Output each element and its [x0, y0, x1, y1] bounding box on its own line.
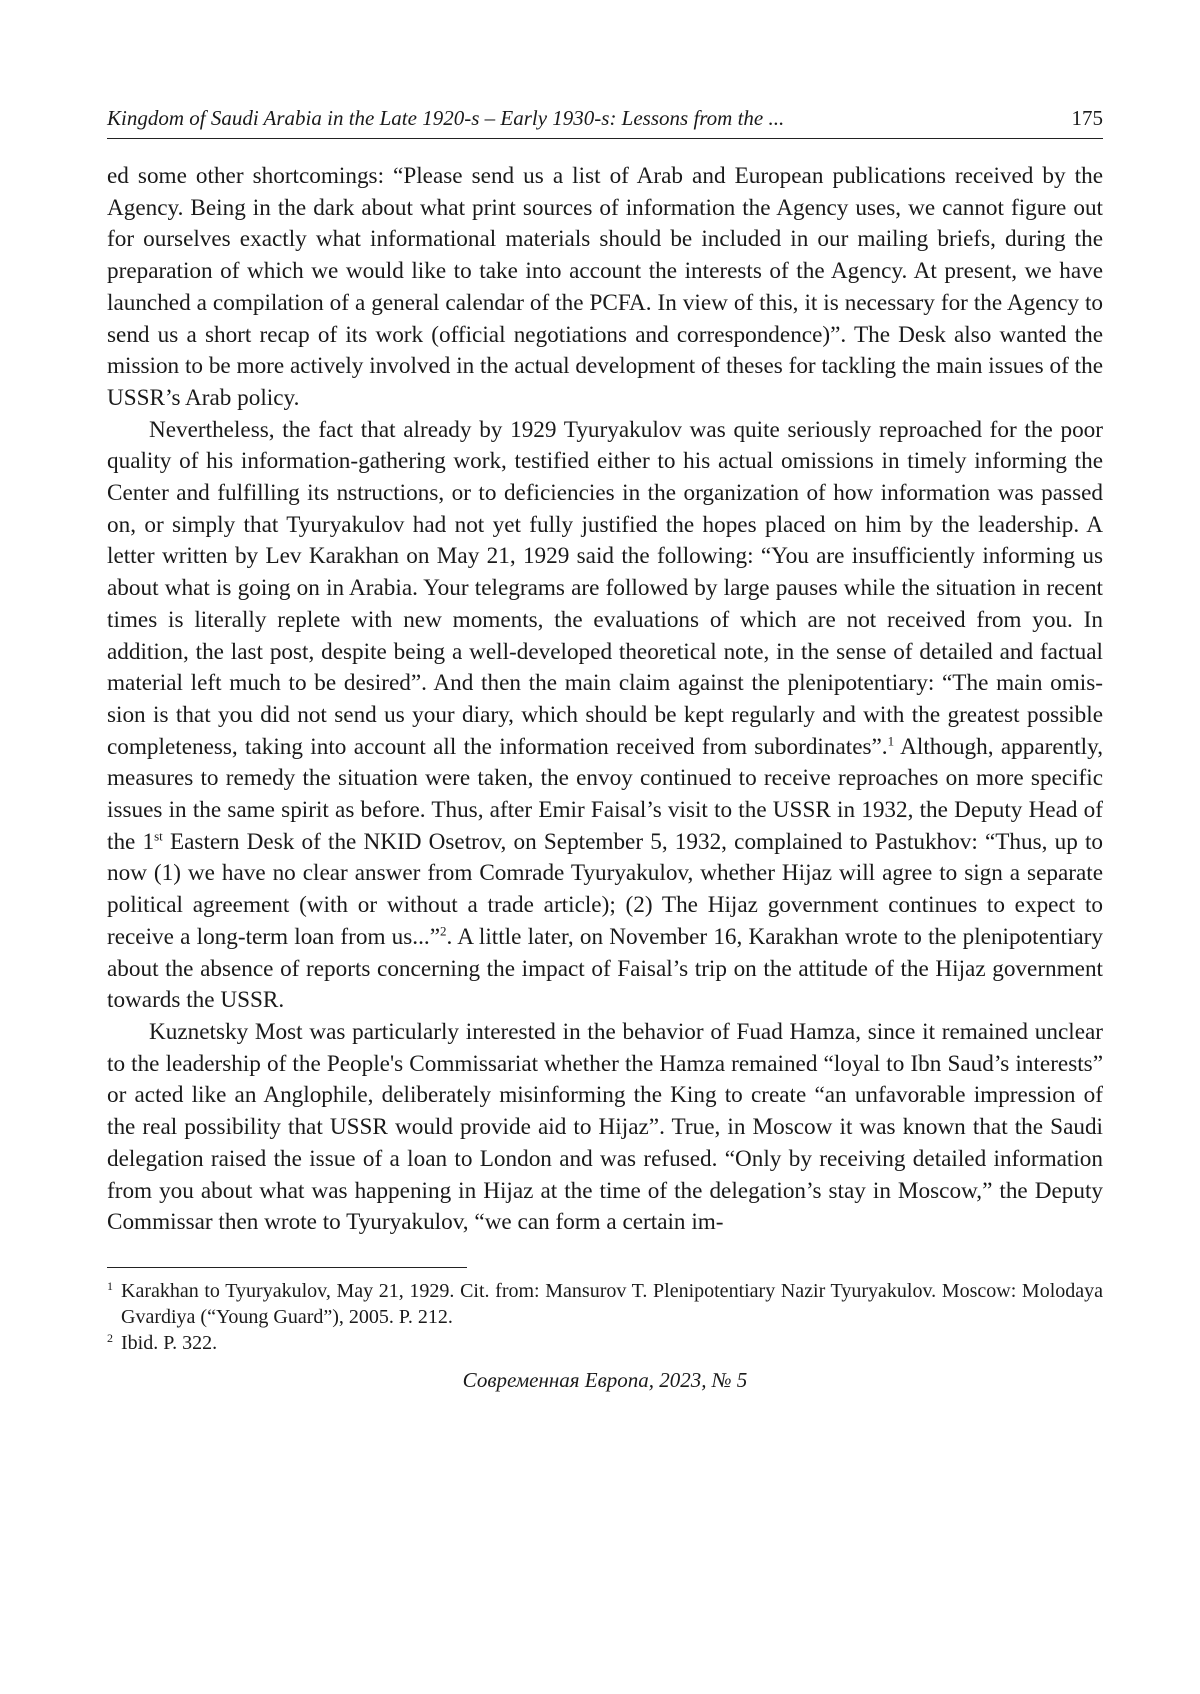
- journal-page: [107, 104, 1103, 1394]
- footnote-1-mark: 1: [107, 1278, 113, 1293]
- running-header: [107, 104, 1103, 139]
- footnote-2: [107, 1330, 1103, 1356]
- running-title: Kingdom of Saudi Arabia in the Late 1920-s – Early 1930-s: Lessons from the ...: [107, 106, 785, 130]
- footnotes: [107, 1278, 1103, 1356]
- paragraph-2-text-d: . A little later, on November 16, Karakhan wrote to the plenipotentiary about the absence of reports concerning the impact of Faisal’s trip on the attitude of the Hijaz government towards the USSR.: [107, 923, 1103, 1014]
- ordinal-suffix: st: [154, 828, 163, 844]
- paragraph-2-text-a: Nevertheless, the fact that already by 1929 Tyuryakulov was quite seriously reproached for the poor quality of his information-gathering work, testified either to his actual omissions in timely informing the Center and fulfilling its nstructions, or to deficiencies in the organization of how information was passed on, or simply that Tyuryakulov had not yet fully justified the hopes placed on him by the leadership. A letter written by Lev Karakhan on May 21, 1929 said the following: “You are insufficiently informing us about what is going on in Arabia. Your telegrams are followed by large pauses while the situation in recent times is literally replete with new moments, the evaluations of which are not received from you. In addition, the last post, despite being a well-developed theoretical note, in the sense of detailed and factual material left much to be desired”. And then the main claim against the plenipotentiary: “The main omission is that you did not send us your diary, which should be kept regularly and with the greatest possible completeness, taking into account all the information received from subordinates”.: [107, 416, 1103, 760]
- journal-footer: Современная Европа, 2023, № 5: [462, 1367, 748, 1392]
- footnote-divider: [107, 1267, 467, 1268]
- paragraph-2-text-c: Eastern Desk of the NKID Osetrov, on September 5, 1932, complained to Pastukhov: “Thus, up to now (1) we have no clear answer from Comrade Tyuryakulov, whether Hijaz will agree to sign a separate political agreement (with or without a trade article); (2) The Hijaz government continues to expect to receive a long-term loan from us...”: [107, 828, 1104, 950]
- paragraph-2: [107, 415, 1103, 1017]
- footnote-2-text: Ibid. P. 322.: [121, 1331, 218, 1354]
- paragraph-1: ed some other shortcomings: “Please send us a list of Arab and European publications received by the Agency. Being in the dark about what print sources of information the Agency uses, we cannot figure out for ourselves exactly what informational materials should be included in our mailing briefs, during the preparation of which we would like to take into account the interests of the Agency. At present, we have launched a compilation of a general calendar of the PCFA. In view of this, it is necessary for the Agency to send us a short recap of its work (official negotiations and correspondence)”. The Desk also wanted the mission to be more actively involved in the actual development of theses for tackling the main issues of the USSR’s Arab policy.: [107, 163, 1103, 411]
- paragraph-2-text-b: Although, apparently, measures to remedy the situation were taken, the envoy continued to receive reproaches on more specific issues in the same spirit as before. Thus, after Emir Faisal’s visit to the USSR in 1932, the Deputy Head of the 1: [107, 733, 1103, 855]
- article-body: [107, 161, 1103, 1239]
- paragraph-3: Kuznetsky Most was particularly interested in the behavior of Fuad Hamza, since it remained unclear to the leadership of the People's Commissariat whether the Hamza remained “loyal to Ibn Saud’s interests” or acted like an Anglophile, deliberately misinforming the King to create “an unfavorable impression of the real possibility that USSR would provide aid to Hijaz”. True, in Moscow it was known that the Saudi delegation raised the issue of a loan to London and was refused. “Only by receiving detailed information from you about what was happening in Hijaz at the time of the delegation’s stay in Moscow,” the Deputy Commissar then wrote to Tyuryakulov, “we can form a certain im-: [107, 1018, 1103, 1236]
- footnote-2-mark: 2: [107, 1330, 113, 1345]
- footnote-1: [107, 1278, 1103, 1330]
- footnote-ref-2[interactable]: 2: [439, 923, 447, 939]
- footnote-ref-1[interactable]: 1: [887, 732, 895, 748]
- page-number: 175: [1071, 106, 1103, 130]
- footnote-1-text: Karakhan to Tyuryakulov, May 21, 1929. Cit. from: Mansurov T. Plenipotentiary Nazir Tyuryakulov. Moscow: Molodaya Gvardiya (“Young Guard”), 2005. P. 212.: [121, 1279, 1103, 1328]
